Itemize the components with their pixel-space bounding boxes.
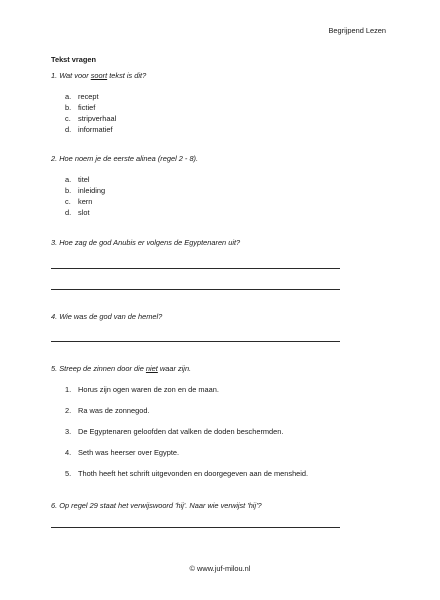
q2-option-d: [65, 209, 90, 218]
option-text: informatief: [78, 125, 113, 134]
statement-text: De Egyptenaren geloofden dat valken de doden beschermden.: [78, 427, 284, 436]
q5-statement-4: [65, 449, 179, 458]
question-1-pre: 1. Wat voor: [51, 71, 91, 80]
statement-number: 2.: [65, 406, 72, 415]
question-5-pre: 5. Streep de zinnen door die: [51, 364, 146, 373]
answer-line: [51, 289, 340, 290]
q5-statement-2: [65, 407, 150, 416]
q5-statement-3: [65, 428, 283, 437]
option-letter: c.: [65, 197, 71, 206]
option-text: stripverhaal: [78, 114, 117, 123]
answer-line: [51, 268, 340, 269]
q1-option-d: [65, 126, 113, 135]
statement-number: 5.: [65, 469, 72, 478]
q1-option-a: [65, 93, 99, 102]
question-1: [51, 72, 146, 81]
question-3: 3. Hoe zag de god Anubis er volgens de Egyptenaren uit?: [51, 238, 241, 247]
question-5-post: waar zijn.: [157, 364, 192, 373]
statement-number: 1.: [65, 385, 72, 394]
answer-line: [51, 527, 340, 528]
option-text: titel: [78, 175, 90, 184]
q1-option-b: [65, 104, 95, 113]
question-1-post: tekst is dit?: [107, 71, 147, 80]
question-5: [51, 365, 191, 374]
footer-copyright: © www.juf-milou.nl: [189, 564, 251, 573]
statement-text: Horus zijn ogen waren de zon en de maan.: [78, 385, 219, 394]
q5-statement-5: [65, 470, 308, 479]
q1-option-c: [65, 115, 116, 124]
option-letter: a.: [65, 175, 72, 184]
header-label: Begrijpend Lezen: [328, 26, 386, 35]
statement-number: 4.: [65, 448, 72, 457]
question-1-underlined: soort: [90, 71, 108, 80]
option-text: recept: [78, 92, 99, 101]
q5-statement-1: [65, 386, 219, 395]
option-letter: b.: [65, 103, 72, 112]
option-letter: c.: [65, 114, 71, 123]
option-text: slot: [78, 208, 90, 217]
option-letter: a.: [65, 92, 72, 101]
statement-text: Ra was de zonnegod.: [78, 406, 150, 415]
statement-text: Seth was heerser over Egypte.: [78, 448, 180, 457]
q2-option-a: [65, 176, 90, 185]
question-6: 6. Op regel 29 staat het verwijswoord 'hij'. Naar wie verwijst 'hij'?: [51, 501, 262, 510]
option-letter: d.: [65, 208, 72, 217]
option-text: inleiding: [78, 186, 106, 195]
option-letter: d.: [65, 125, 72, 134]
q2-option-c: [65, 198, 92, 207]
question-4: 4. Wie was de god van de hemel?: [51, 312, 163, 321]
option-letter: b.: [65, 186, 72, 195]
worksheet-title: Tekst vragen: [51, 55, 97, 64]
question-5-underlined: niet: [145, 364, 158, 373]
option-text: kern: [78, 197, 93, 206]
q2-option-b: [65, 187, 105, 196]
statement-text: Thoth heeft het schrift uitgevonden en doorgegeven aan de mensheid.: [78, 469, 309, 478]
question-2: 2. Hoe noem je de eerste alinea (regel 2 - 8).: [51, 154, 199, 163]
statement-number: 3.: [65, 427, 72, 436]
option-text: fictief: [78, 103, 96, 112]
answer-line: [51, 341, 340, 342]
